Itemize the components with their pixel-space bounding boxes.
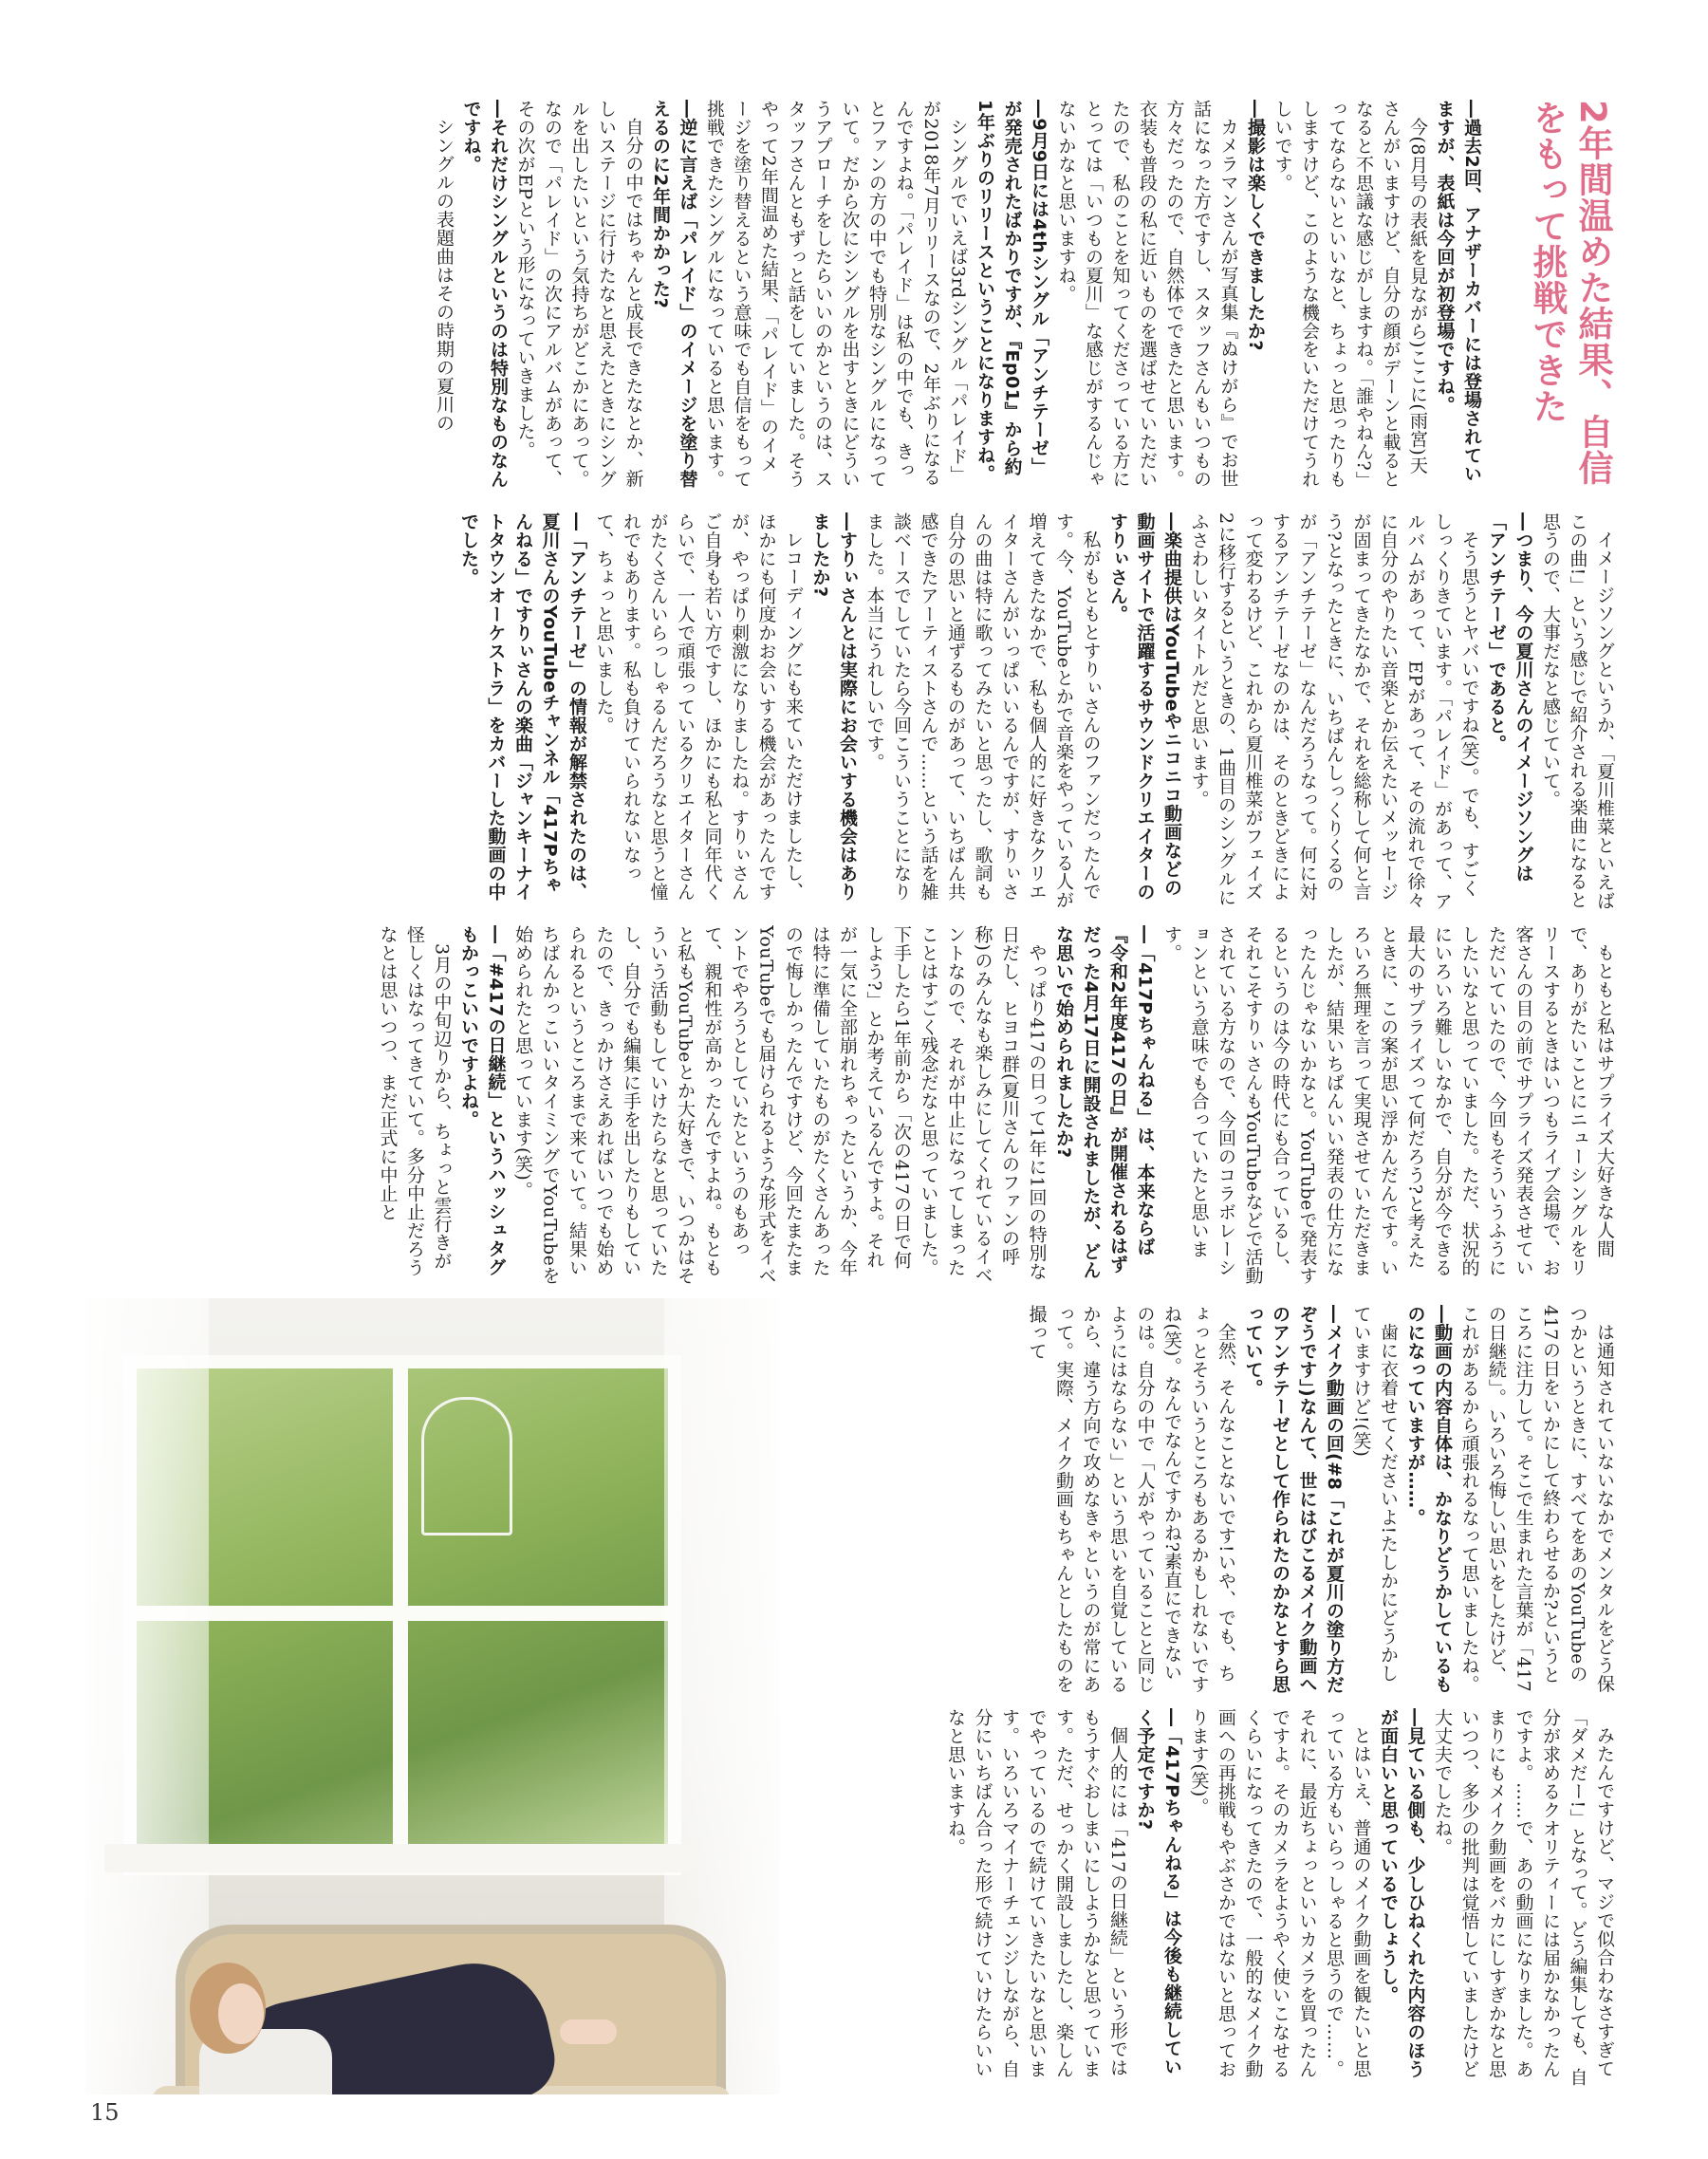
interview-answer: 私がもともとすりぃさんのファンだったんです。今、YouTubeとかで音楽をやっている人が増えてきたなかで、私も個人的に好きなクリエイターさんがいっぱいいるんですが、すりぃさんの曲は特に歌ってみたいと思ったし、歌詞も自分の思いと通ずるものがあって、いちばん共感できたアーティストさんで……という話を雑談ベースでしていたら今回こういうことになりました。本当にうれしいです。 (863, 512, 1102, 909)
column-mid-right (85, 925, 1618, 1286)
interview-question: ―楽曲提供はYouTubeやニコニコ動画などの動画サイトで活躍するサウンドクリエイターのすりぃさん。 (1107, 512, 1182, 902)
interview-question: ―「417Pちゃんねる」は今後も継続していく予定ですか? (1134, 1708, 1182, 2076)
interview-question: ―すりぃさんとは実際にお会いする機会はありましたか? (809, 512, 858, 902)
interview-answer: 歯に衣着せてくださいよ!たしかにどうかしていますけど!(笑) (1350, 1305, 1399, 1683)
interview-question: ―逆に言えば「パレイド」のイメージを塗り替えるのに2年間かかった? (650, 100, 698, 489)
interview-question: ―9月9日には4thシングル「アンチテーゼ」が発売されたばかりですが、『Ep01』から約1年ぶりのリリースということになりますね。 (975, 100, 1049, 483)
interview-answer: 自分の中ではちゃんと成長できたなとか、新しいステージに行けたなと思えたときにシングルを出したいという気持ちがどこかにあって。なので「パレイド」の次にアルバムがあって、その次がEPという形になっていきました。 (514, 100, 644, 489)
interview-question: ―「#417の日継続」というハッシュタグもかっこいいですよね。 (458, 925, 507, 1276)
interview-answer: もともと私はサプライズ大好きな人間で、ありがたいことにニューシングルをリリースするときはいつもライブ会場で、お客さんの目の前でサプライズ発表させていただいていたので、今回もそういうふうにしたいなと思っていました。ただ、状況的にいろいろ難しいなかで、自分が今できる最大のサプライズって何だろう?と考えたときに、この案が思い浮かんだんです。いろいろ無理を言って実現させていただきましたが、結果いちばんいい発表の仕方になったんじゃないかなと。YouTubeで発表するというのは今の時代にも合っているし、それこそすりぃさんもYouTubeなどで活動されている方なので、今回のコラボレーションという意味でも合っていたと思います。 (1161, 925, 1615, 1285)
interview-question: ―「アンチテーゼ」の情報が解禁されたのは、夏川さんのYouTubeチャンネル「417Pちゃんねる」ですりぃさんの楽曲「ジャンキーナイトタウンオーケストラ」をカバーした動画の中でした。 (458, 512, 587, 902)
interview-answer: 個人的には「417の日継続」という形ではもうすぐおしまいにしようかなと思っています。ただ、せっかく開設しましたし、楽しんでやっているので続けていきたいなと思います。いろいろマイナーチェンジしながら、自分にいちばん合った形で続けていけたらいいなと思いますね。 (945, 1708, 1128, 2078)
interview-answer: イメージソングというか、「夏川椎菜といえばこの曲!」という感じで紹介される楽曲になると思うので、大事だなと感じていて。 (1540, 512, 1615, 910)
birdcage-illustration (421, 1397, 512, 1535)
portrait-photo (85, 1298, 780, 2094)
interview-answer: そう思うとヤバいですね(笑)。でも、すごくしっくりきています。「パレイド」があって、アルバムがあって、EPがあって、その流れで徐々に自分のやりたい音楽とか伝えたいメッセージが固まってきたなかで、それを総称して何と言う?となったときに、いちばんしっくりくるのが「アンチテーゼ」なんだろうなって。何に対するアンチテーゼなのかは、そのときどきによって変わるけど、これから夏川椎菜がフェイズ2に移行するというときの、1曲目のシングルにふさわしいタイトルだと思います。 (1188, 512, 1480, 911)
interview-answer: レコーディングにも来ていただけましたし、ほかにも何度かお会いする機会があったんですが、やっぱり刺激になりましたね。すりぃさんご自身も若い方ですし、ほかにも私と同年代くらいで、一人で頑張っているクリエイターさんがたくさんいらっしゃるんだろうなと思うと憧れでもあります。私も負けていられないなって、ちょっと思いました。 (593, 512, 804, 902)
interview-answer: 3月の中旬辺りから、ちょっと雲行きが怪しくはなってきていて。多分中止だろうなとは思いつつ、まだ正式に中止と (377, 925, 453, 1277)
column-bottom-right (821, 1305, 1618, 1694)
interview-question: ―動画の内容自体は、かなりどうかしているものになっていますが……。 (1404, 1305, 1453, 1694)
column-top-left-visible (85, 512, 1618, 911)
interview-question: ―過去2回、アナザーカバーには登場されていますが、表紙は今回が初登場ですね。 (1434, 100, 1482, 483)
interview-answer: みたんですけど、マジで似合わなさすぎて「ダメだー!」となって。どう編集しても、自分が求めるクオリティーには届かなかったんですよ。……で、あの動画になりました。あまりにもメイク動画をバカにしすぎかなと思いつつ、多少の批判は覚悟していましたけど大丈夫でしたね。 (1432, 1708, 1615, 2087)
interview-answer: 今(8月号の表紙を見ながら)ここに(雨宮)天さんがいますけど、自分の顔がデーンと載るとなると不思議な感じがしますね。「誰やねん?」ってならないといいなと、ちょっと思ったりもしますけど、このような機会をいただけてうれしいです。 (1272, 100, 1428, 489)
page-number: 15 (90, 2099, 120, 2126)
interview-answer: シングルでいえば3rdシングル「パレイド」が2018年7月リリースなので、2年ぶりになるんですよね。「パレイド」は私の中でも、きっとファンの方の中でも特別なシングルになっていて。だから次にシングルを出すときにどういうアプローチをしたらいいのかというのは、スタッフさんともずっと話をしていました。そうやって2年間温めた結果、「パレイド」のイメージを塗り替えるという意味でも自信をもって挑戦できたシングルになっていると思います。 (704, 100, 969, 489)
headline: 2年間温めた結果、自信をもって挑戦できた (1527, 100, 1613, 486)
interview-question: ―見ている側も、少しひねくれた内容のほうが面白いと思っているでしょうし。 (1378, 1708, 1426, 2078)
interview-question: ―それだけシングルというのは特別なものなんですね。 (460, 100, 509, 489)
interview-question: ―撮影は楽しくできましたか? (1245, 100, 1266, 352)
interview-question: ―「417Pちゃんねる」は、本来ならば『令和2年度417の日』が開催されるはずだった4月17日に開設されましたが、どんな思いで始められましたか? (1053, 925, 1156, 1279)
column-top-right (85, 100, 1485, 489)
interview-answer: やっぱり417の日って1年に1回の特別な日だし、ヒヨコ群(夏川さんのファンの呼称)のみんなも楽しみにしてくれているイベントなので、それが中止になってしまったことはすごく残念だなと思っていました。下手したら1年前から「次の417の日で何しよう?」とか考えているんですよ。それが一気に全部崩れちゃったというか、今年は特に準備していたものがたくさんあったので悔しかったんですけど、今回たまたまYouTubeでも届けられるような形式をイベントでやろうとしていたというのもあって、親和性が高かったんですよね。もともと私もYouTubeとか大好きで、いつかはそういう活動もしていけたらなと思っていたし、自分でも編集に手を出したりもしていたので、きっかけさえあればいつでも始められるというところまで来ていて。結果いちばんかっこいいタイミングでYouTubeを始められたと思っています(笑)。 (512, 925, 1048, 1285)
interview-answer: は通知されていないなかでメンタルをどう保つかというときに、すべてをあのYouTubeの417の日をいかにして終わらせるか?というところに注力して。そこで生まれた言葉が「417の日継続」。いろいろ悔しい思いをしたけど、これがあるから頑張れるなって思いましたね。 (1458, 1305, 1615, 1694)
interview-answer: カメラマンさんが写真集『ぬけがら』でお世話になった方ですし、スタッフさんもいつもの方々だったので、自然体でできたと思います。衣装も普段の私に近いものを選ばせていただいたので、私のことを知ってくださっている方にとっては「いつもの夏川」な感じがするんじゃないかなと思いますね。 (1055, 100, 1239, 489)
interview-answer: 全然、そんなことないです!いや、でも、ちょっとそういうところもあるかもしれないですね(笑)。なんでなんですかね?素直にできないのは。自分の中で「人がやっていることと同じようにはならない」という思いを自覚しているから、違う方向で攻めなきゃというのが常にあって。実際、メイク動画もちゃんとしたものを撮って (1026, 1305, 1236, 1694)
interview-answer: とはいえ、普通のメイク動画を観たいと思っている方もいらっしゃると思うので……。それに、最近ちょっといいカメラを買ったんですよ。そのカメラをようやく使いこなせるくらいになってきたので、一般的なメイク動画への再挑戦もやぶさかではないと思っております(笑)。 (1188, 1708, 1372, 2078)
interview-question: ―つまり、今の夏川さんのイメージソングは「アンチテーゼ」であると。 (1486, 512, 1534, 883)
interview-answer: シングルの表題曲はその時期の夏川の (434, 118, 455, 433)
interview-question: ―メイク動画の回(#8「これが夏川の塗り方だぞうです」)なんて、世にはびこるメイク動画へのアンチテーゼとして作られたのかなとすら思っていて。 (1242, 1305, 1345, 1694)
column-bottom-left (821, 1708, 1618, 2093)
